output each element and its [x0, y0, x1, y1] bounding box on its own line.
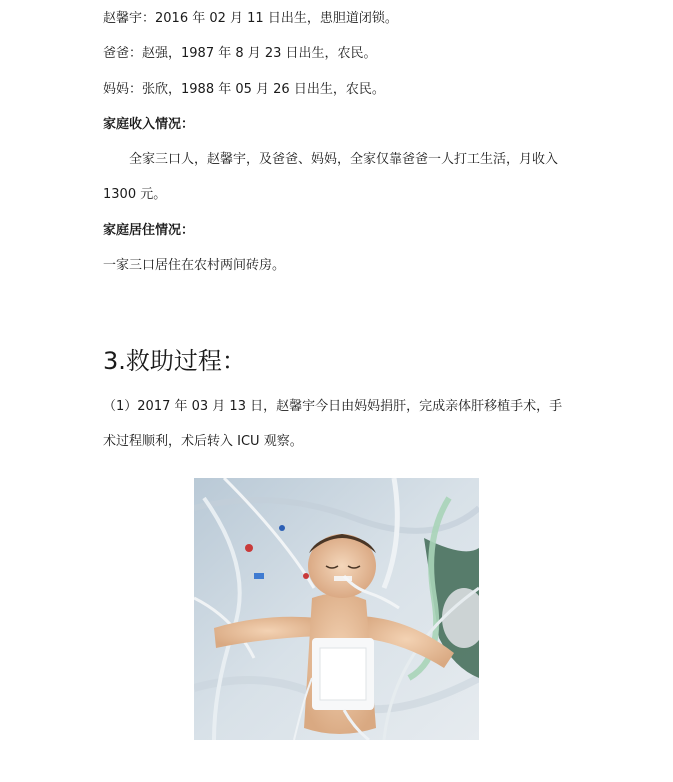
- rescue-section-heading: 3.救助过程：: [103, 347, 246, 375]
- residence-text: 一家三口居住在农村两间砖房。: [103, 258, 286, 273]
- income-text-line2: 1300 元。: [103, 187, 167, 202]
- mother-info-line: 妈妈：张欣，1988 年 05 月 26 日出生，农民。: [103, 82, 385, 97]
- income-heading: 家庭收入情况：: [103, 117, 195, 132]
- father-info-line: 爸爸：赵强，1987 年 8 月 23 日出生，农民。: [103, 46, 377, 61]
- child-info-line: 赵馨宇：2016 年 02 月 11 日出生，患胆道闭锁。: [103, 11, 398, 26]
- residence-heading: 家庭居住情况：: [103, 223, 195, 238]
- hospital-infant-photo: [194, 478, 479, 740]
- rescue-paragraph-line2: 术过程顺利，术后转入 ICU 观察。: [103, 434, 303, 449]
- rescue-paragraph-line1: （1）2017 年 03 月 13 日，赵馨宇今日由妈妈捐肝，完成亲体肝移植手术，手: [103, 399, 563, 414]
- income-text-line1: 全家三口人，赵馨宇，及爸爸、妈妈，全家仅靠爸爸一人打工生活，月收入: [129, 152, 559, 167]
- photo-illustration: [194, 478, 479, 740]
